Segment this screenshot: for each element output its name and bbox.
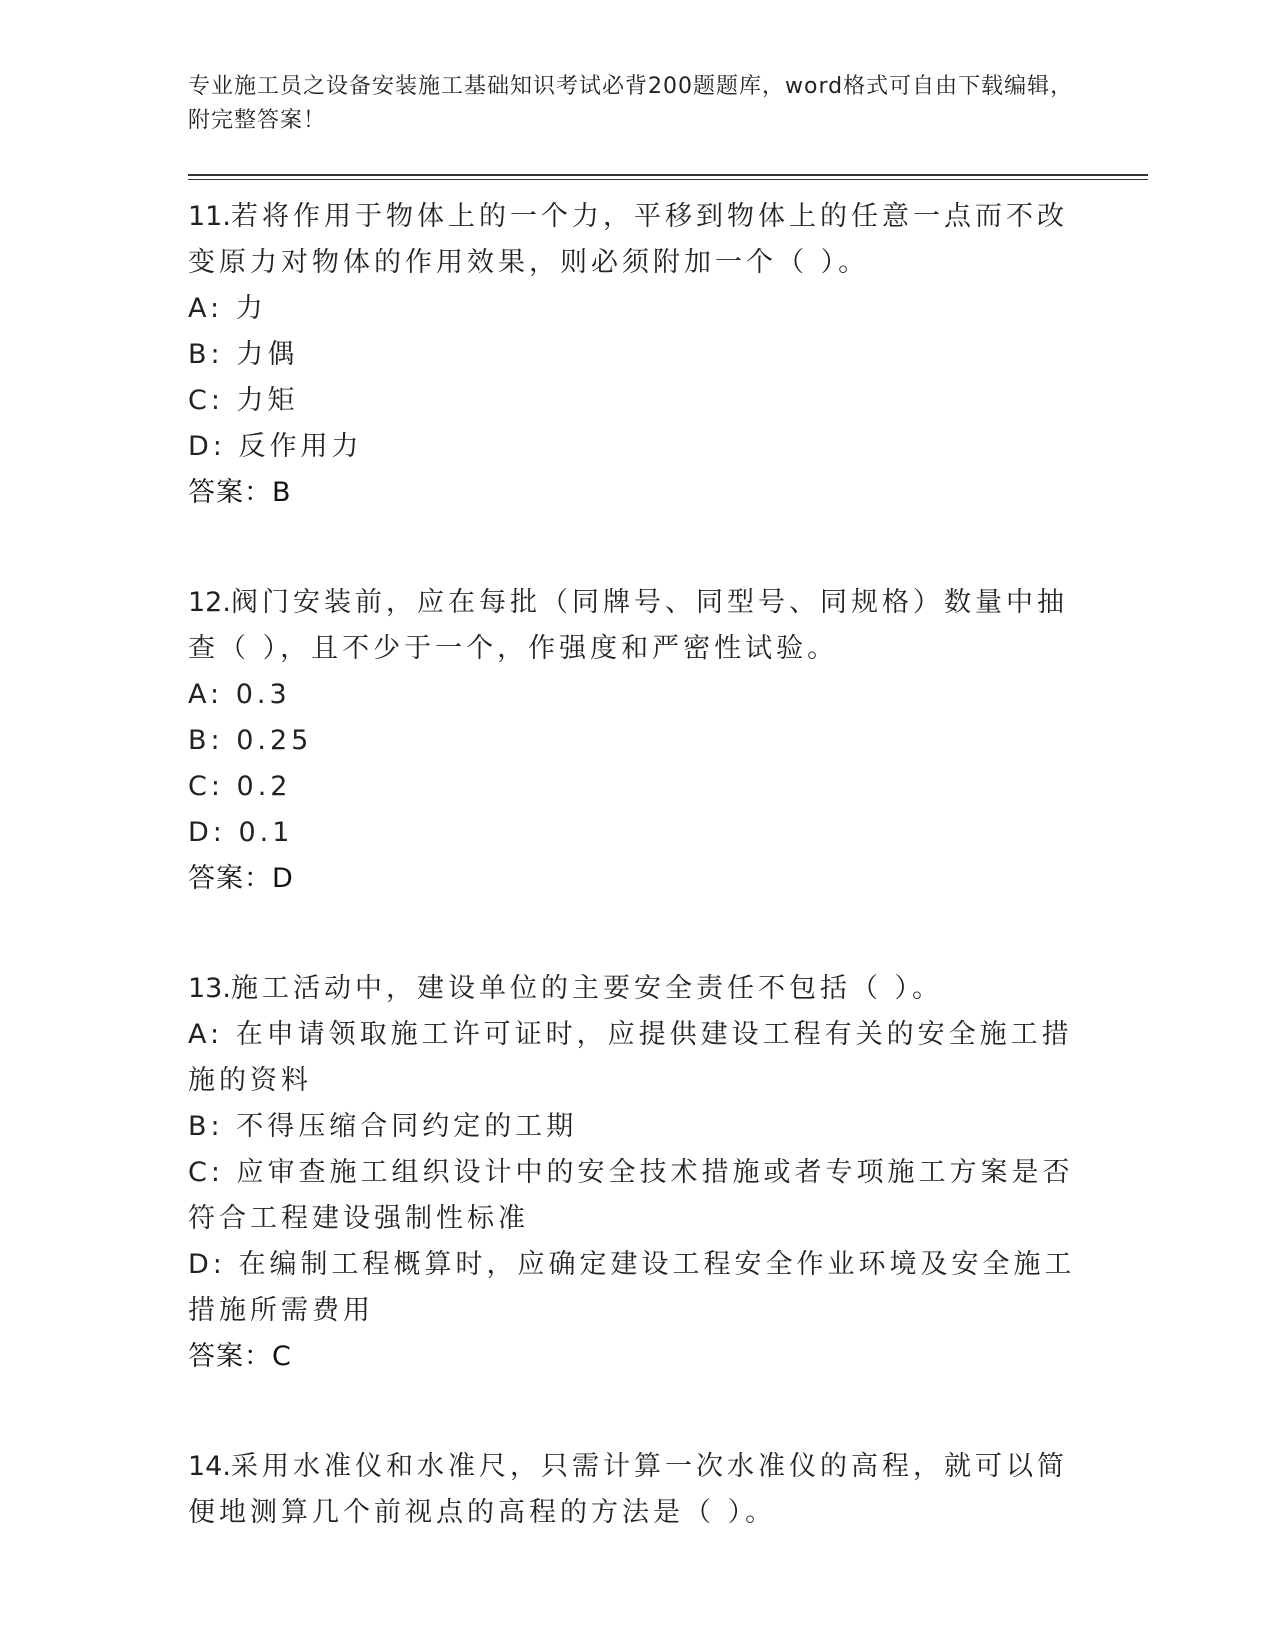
option-label: A: [188, 679, 236, 710]
question-11 [188, 194, 1088, 516]
option-text: 在申请领取施工许可证时，应提供建设工程有关的安全施工措施的资料 [188, 1019, 1073, 1096]
option-text: 0.3 [235, 679, 291, 710]
option-label: B: [188, 725, 237, 756]
document-page [188, 70, 1148, 1600]
option-label: C: [188, 385, 237, 416]
option-label: B: [188, 339, 237, 370]
option-text: 力矩 [236, 385, 299, 416]
option-c [188, 1150, 1088, 1242]
option-label: D: [188, 1249, 239, 1280]
question-stem [188, 580, 1088, 672]
question-list [188, 194, 1088, 1536]
question-number: 12. [188, 587, 231, 618]
option-label: C: [188, 1157, 237, 1188]
option-text: 0.2 [236, 771, 292, 802]
option-b [188, 1104, 1088, 1150]
question-stem [188, 1444, 1088, 1536]
question-12 [188, 580, 1088, 902]
option-text: 反作用力 [238, 431, 363, 462]
option-text: 不得压缩合同约定的工期 [236, 1111, 578, 1142]
option-a [188, 286, 1088, 332]
answer-line: 答案：C [188, 1341, 292, 1372]
header-divider [188, 174, 1148, 180]
document-header: 专业施工员之设备安装施工基础知识考试必背200题题库，word格式可自由下载编辑，附完整答案！ [188, 74, 1074, 133]
option-d [188, 424, 1088, 470]
option-label: D: [188, 817, 239, 848]
option-label: D: [188, 431, 239, 462]
option-text: 力偶 [236, 339, 299, 370]
option-text: 应审查施工组织设计中的安全技术措施或者专项施工方案是否符合工程建设强制性标准 [188, 1157, 1074, 1234]
option-text: 0.1 [238, 817, 294, 848]
option-c [188, 378, 1088, 424]
option-b [188, 718, 1088, 764]
question-stem [188, 194, 1088, 286]
question-number: 13. [188, 973, 231, 1004]
option-d [188, 810, 1088, 856]
question-text: 若将作用于物体上的一个力，平移到物体上的任意一点而不改变原力对物体的作用效果，则必须附加一个（ ）。 [188, 201, 1068, 278]
option-a [188, 672, 1088, 718]
option-a [188, 1012, 1088, 1104]
option-text: 0.25 [236, 725, 313, 756]
option-c [188, 764, 1088, 810]
question-13 [188, 966, 1088, 1380]
question-text: 阀门安装前，应在每批（同牌号、同型号、同规格）数量中抽查（ ），且不少于一个，作强度和严密性试验。 [188, 587, 1068, 664]
question-stem [188, 966, 1088, 1012]
question-text: 采用水准仪和水准尺，只需计算一次水准仪的高程，就可以简便地测算几个前视点的高程的方法是（ ）。 [188, 1451, 1068, 1528]
option-label: A: [188, 1019, 236, 1050]
question-number: 14. [188, 1451, 231, 1482]
option-b [188, 332, 1088, 378]
option-label: B: [188, 1111, 237, 1142]
question-14 [188, 1444, 1088, 1536]
option-label: C: [188, 771, 237, 802]
option-d [188, 1242, 1088, 1334]
option-text: 在编制工程概算时，应确定建设工程安全作业环境及安全施工措施所需费用 [188, 1249, 1076, 1326]
answer-line: 答案：D [188, 863, 294, 894]
option-label: A: [188, 293, 236, 324]
question-number: 11. [188, 201, 231, 232]
answer-line: 答案：B [188, 477, 292, 508]
option-text: 力 [235, 293, 267, 324]
question-text: 施工活动中，建设单位的主要安全责任不包括（ ）。 [230, 973, 944, 1004]
